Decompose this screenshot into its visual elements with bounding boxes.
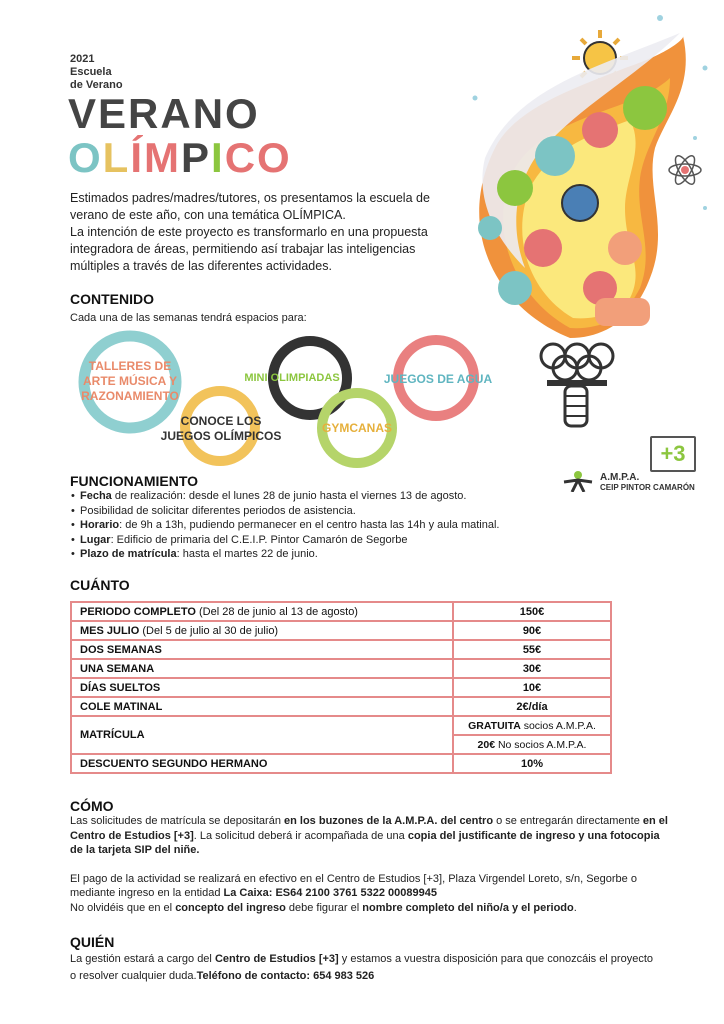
matricula-socios <box>453 716 611 735</box>
price-label: MES JULIO <box>80 624 140 637</box>
ring-label-agua: JUEGOS DE AGUA <box>383 372 493 386</box>
func-item-bold: Horario <box>80 519 120 531</box>
como-p3 <box>70 901 670 916</box>
title-letter: I <box>211 134 225 181</box>
price-label: PERIODO COMPLETO <box>80 605 196 618</box>
text-bold: en los buzones de la A.M.P.A. del centro <box>284 815 494 827</box>
contenido-heading: CONTENIDO <box>70 291 154 307</box>
price-label: DESCUENTO SEGUNDO HERMANO <box>80 757 268 770</box>
text-bold: La Caixa: ES64 2100 3761 5322 00089945 <box>223 887 437 899</box>
como-p1 <box>70 814 670 858</box>
price-label: DÍAS SUELTOS <box>80 681 161 694</box>
text-span: debe figurar el <box>285 901 363 914</box>
title-letter: O <box>68 134 103 181</box>
table-row <box>71 602 611 621</box>
torch-handle-icon <box>547 380 607 426</box>
quien-text <box>70 951 655 985</box>
microphone-icon <box>478 216 502 240</box>
globe-icon <box>562 185 598 221</box>
sport-gymnast-circle <box>623 86 667 130</box>
price-value: 55€ <box>453 640 611 659</box>
matricula-no-socios-bold: 20€ <box>477 738 496 751</box>
title-verano: VERANO <box>68 90 260 137</box>
price-label: MATRÍCULA <box>80 729 145 741</box>
table-row <box>71 621 611 640</box>
quien-heading: QUIÉN <box>70 934 115 950</box>
como-heading: CÓMO <box>70 798 114 814</box>
price-label-cell <box>71 640 453 659</box>
text-span: El pago de la actividad se realizará en efectivo en el Centro de Estudios [+3], Plaza Virgendel Loreto, s/n, Segorbe o mediante ingreso en la entidad <box>70 872 637 899</box>
price-label-cell <box>71 716 453 754</box>
como-text <box>70 814 670 915</box>
title-letter: M <box>144 134 181 181</box>
func-item-text: de realización: desde el lunes 28 de junio hasta el viernes 13 de agosto. <box>111 490 467 502</box>
price-value: 90€ <box>453 621 611 640</box>
table-row <box>71 678 611 697</box>
table-row <box>71 716 611 735</box>
price-value: 2€/día <box>453 697 611 716</box>
text-bold: concepto del ingreso <box>175 901 286 914</box>
price-note: (Del 5 de julio al 30 de julio) <box>139 624 279 637</box>
price-label-cell <box>71 697 453 716</box>
price-label: DOS SEMANAS <box>80 643 162 656</box>
matricula-socios-bold: GRATUITA <box>468 719 521 732</box>
header-line2: Escuela <box>70 66 112 78</box>
ring-label-talleres: TALLERES DE ARTE MÚSICA Y RAZONAMIENTO <box>81 359 179 403</box>
olympic-rings-icon <box>541 344 613 380</box>
price-value: 150€ <box>453 602 611 621</box>
ampa-line2: CEIP PINTOR CAMARÓN <box>600 483 695 492</box>
func-item-bold: Fecha <box>80 490 112 502</box>
text-span: Las solicitudes de matrícula se depositarán <box>70 815 285 827</box>
sport-dancer-circle <box>582 112 618 148</box>
sport-runner2-circle <box>524 229 562 267</box>
price-value: 30€ <box>453 659 611 678</box>
plus3-logo-text: +3 <box>660 441 686 466</box>
price-label: UNA SEMANA <box>80 662 155 675</box>
contact-phone: Teléfono de contacto: 654 983 526 <box>196 970 375 982</box>
intro-p2: La intención de este proyecto es transformarlo en una propuesta integradora de áreas, permitiendo así trabajar las inteligencias múltiples a través de las diferentes actividades. <box>70 225 428 273</box>
func-item-text: : Edificio de primaria del C.E.I.P. Pintor Camarón de Segorbe <box>110 533 408 546</box>
event-header <box>70 53 123 92</box>
text-bold: Centro de Estudios [+3] <box>214 953 339 965</box>
price-value: 10€ <box>453 678 611 697</box>
sport-runner-circle <box>535 136 575 176</box>
como-p2 <box>70 872 670 901</box>
func-item-text: : de 9h a 13h, pudiendo permanecer en el centro hasta las 14h y aula matinal. <box>119 519 500 531</box>
text-span: No olvidéis que en el <box>70 901 176 914</box>
centro-estudios-logo <box>650 436 696 472</box>
header-year: 2021 <box>70 53 95 65</box>
text-span: La gestión estará a cargo del <box>70 953 215 965</box>
text-span: y estamos a vuestra disposición para que conozcáis el proyecto o resolver cualquier duda. <box>70 953 653 982</box>
sport-skater-circle <box>498 271 532 305</box>
func-item-text: Posibilidad de solicitar diferentes periodos de asistencia. <box>80 504 356 517</box>
matricula-socios-text: socios A.M.P.A. <box>520 719 596 732</box>
text-bold: en el Centro de Estudios [+3] <box>70 815 668 842</box>
price-label-cell <box>71 659 453 678</box>
func-item-fecha <box>80 489 580 504</box>
matricula-no-socios <box>453 735 611 754</box>
price-label-cell <box>71 754 453 773</box>
handshake-icon <box>595 298 650 326</box>
table-row <box>71 697 611 716</box>
func-item-periodos <box>80 504 580 519</box>
contenido-subtitle: Cada una de las semanas tendrá espacios para: <box>70 312 307 324</box>
func-item-bold: Plazo de matrícula <box>80 548 177 560</box>
title-olimpico <box>68 136 292 180</box>
table-row <box>71 659 611 678</box>
funcionamiento-heading: FUNCIONAMIENTO <box>70 473 199 489</box>
cuanto-heading: CUÁNTO <box>70 577 130 593</box>
text-span: o se entregarán directamente <box>493 815 643 827</box>
title-letter: O <box>257 134 292 181</box>
price-label-cell <box>71 678 453 697</box>
price-table <box>70 601 612 774</box>
title-letter: P <box>181 134 212 181</box>
table-row <box>71 640 611 659</box>
text-span: . La solicitud deberá ir acompañada de una <box>193 829 408 842</box>
price-value: 10% <box>453 754 611 773</box>
header-line3: de Verano <box>70 79 123 91</box>
price-label-cell <box>71 602 453 621</box>
funcionamiento-list <box>70 489 580 562</box>
sport-wrestler-circle <box>608 231 642 265</box>
func-item-plazo <box>80 547 580 562</box>
table-row <box>71 754 611 773</box>
price-label-cell <box>71 621 453 640</box>
price-note: (Del 28 de junio al 13 de agosto) <box>195 605 358 618</box>
text-span: . <box>573 901 577 914</box>
ampa-line1: A.M.P.A. <box>600 472 640 483</box>
matricula-no-socios-text: No socios A.M.P.A. <box>495 738 587 751</box>
ring-label-mini: MINI OLIMPIADAS <box>244 372 340 384</box>
text-bold: copia del justificante de ingreso y una fotocopia de la tarjeta SIP del niñe. <box>70 829 660 856</box>
price-label: COLE MATINAL <box>80 700 163 713</box>
title-letter: C <box>224 134 258 181</box>
intro-text <box>70 190 455 275</box>
func-item-horario <box>80 518 580 533</box>
ring-label-gymcanas: GYMCANAS <box>321 421 392 435</box>
text-bold: nombre completo del niño/a y el periodo <box>362 901 574 914</box>
atom-icon <box>669 153 701 187</box>
sport-athlete-circle <box>497 170 533 206</box>
func-item-text: : hasta el martes 22 de junio. <box>176 548 318 560</box>
func-item-lugar <box>80 533 580 548</box>
title-letter: Í <box>130 134 144 181</box>
ring-label-conoce: CONOCE LOS JUEGOS OLÍMPICOS <box>160 414 282 443</box>
title-letter: L <box>102 134 131 181</box>
func-item-bold: Lugar <box>80 533 111 546</box>
intro-p1: Estimados padres/madres/tutores, os presentamos la escuela de verano de este año, con una temática OLÍMPICA. <box>70 191 430 222</box>
